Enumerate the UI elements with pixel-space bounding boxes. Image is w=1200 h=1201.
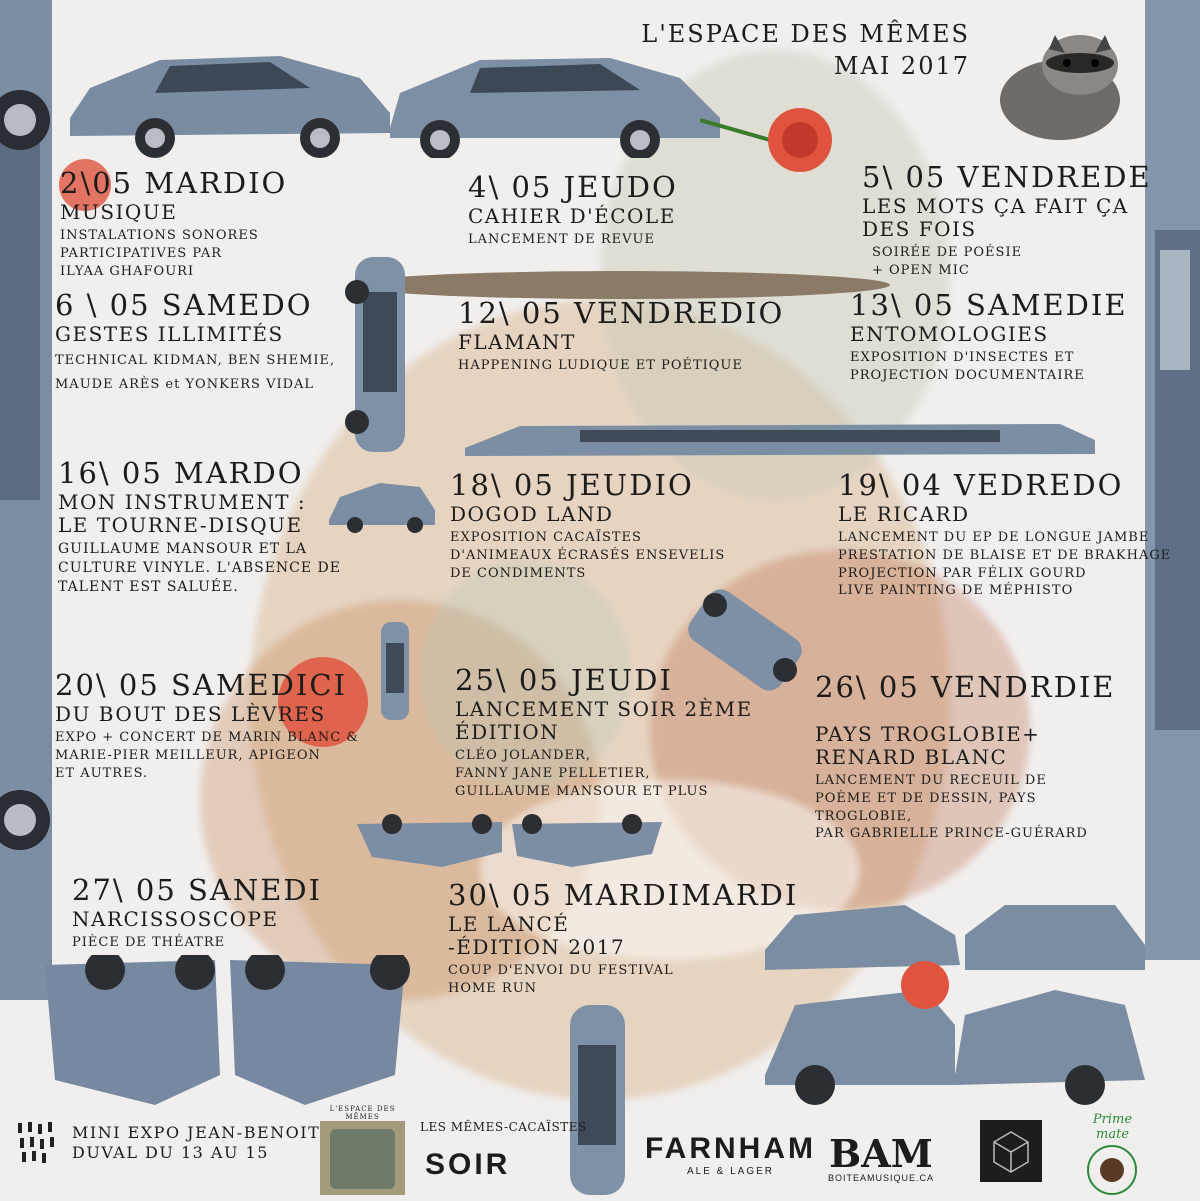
left-edge-car [0,0,52,1000]
event-date: 20\ 05 SAMEDICI [55,668,348,702]
vertical-car-2 [375,618,415,723]
event-title: MON INSTRUMENT : [58,490,307,515]
event-detail: D'ANIMEAUX ÉCRASÉS ENSEVELIS [450,547,726,563]
soir-logo: SOIR [425,1148,511,1181]
header [641,20,970,80]
dots-logo-icon [15,1120,65,1165]
event-detail: COUP D'ENVOI DU FESTIVAL [448,963,674,979]
event-title: ENTOMOLOGIES [850,322,1049,347]
event-detail: SOIRÉE DE POÉSIE [872,245,1023,261]
event-date: 12\ 05 VENDREDIO [458,296,785,330]
event-detail: HOME RUN [448,980,538,996]
event-date: 13\ 05 SAMEDIE [850,288,1128,322]
event-27-05 [72,875,322,952]
event-date: 18\ 05 JEUDIO [450,468,694,502]
upside-down-cars-bottom-left [35,955,415,1110]
event-date: 5\ 05 VENDREDE [862,160,1152,194]
event-detail: LANCEMENT DU RECEUIL DE [815,773,1047,789]
farnham-subtitle: ALE & LAGER [686,1166,775,1177]
event-date: 6 \ 05 SAMEDO [55,288,313,322]
cars-bottom-right [755,895,1150,1115]
mini-expo-text [72,1123,320,1163]
poster-thumbnail [320,1105,405,1195]
event-detail: LANCEMENT DU EP DE LONGUE JAMBE [838,530,1150,546]
event-title-2: RENARD BLANC [815,745,1008,770]
event-detail: TECHNICAL KIDMAN, BEN SHEMIE, [55,353,336,369]
cube-logo-icon [980,1120,1042,1182]
event-title: PAYS TROGLOBIE+ [815,722,1041,747]
event-title: MUSIQUE [60,200,178,225]
poster-label: L'ESPACE DES MÊMES [320,1105,405,1121]
event-detail: TALENT EST SALUÉE. [58,579,239,596]
event-title: NARCISSOSCOPE [72,907,279,932]
rose-top [700,100,840,180]
header-month: MAI 2017 [833,52,970,80]
event-title-2: LE TOURNE-DISQUE [58,513,303,538]
event-detail: MAUDE ARÈS et YONKERS VIDAL [55,376,315,392]
event-title: LE LANCÉ [448,912,570,937]
event-date: 19\ 04 VEDREDO [838,468,1124,502]
event-detail: CULTURE VINYLE. L'ABSENCE DE [58,560,341,577]
bam-logo [828,1131,935,1183]
event-20-05 [55,670,359,782]
event-title: LES MOTS ÇA FAIT ÇA [862,194,1129,219]
small-car [325,475,440,535]
event-26-05 [815,672,1115,843]
event-date: 25\ 05 JEUDI [455,663,673,697]
event-title: LE RICARD [838,502,970,527]
primemate-logo [1075,1112,1150,1190]
event-title: DOGOD LAND [450,502,614,527]
event-date: 2\05 MARDIO [60,166,288,200]
event-detail: LANCEMENT DE REVUE [468,232,655,248]
event-detail: ET AUTRES. [55,765,149,781]
event-detail: TROGLOBIE, [815,808,913,824]
upside-down-cars-middle [352,812,672,872]
event-title: LANCEMENT SOIR 2ÈME [455,697,753,722]
mini-expo-line2: DUVAL DU 13 AU 15 [72,1143,269,1162]
event-detail: PAR GABRIELLE PRINCE-GUÉRARD [815,826,1088,842]
event-detail: INSTALATIONS SONORES [60,228,259,244]
farnham-logo [645,1132,816,1177]
event-title: FLAMANT [458,330,576,355]
event-detail: EXPOSITION D'INSECTES ET [850,350,1075,366]
event-date: 27\ 05 SANEDI [72,873,323,907]
event-date: 16\ 05 MARDO [58,456,304,490]
event-detail: POÈME ET DE DESSIN, PAYS [815,790,1037,806]
event-2-05 [60,168,287,280]
event-12-05 [458,298,784,375]
event-detail: CLÉO JOLANDER, [455,748,591,764]
bam-subtitle: BOITEAMUSIQUE.CA [828,1173,935,1183]
primemate-text: Prime mate [1092,1112,1133,1142]
farnham-title: FARNHAM [645,1132,816,1165]
event-title: GESTES ILLIMITÉS [55,322,284,347]
event-13-05 [850,290,1128,385]
header-title: L'ESPACE DES MÊMES [641,20,970,48]
event-4-05 [468,172,678,249]
event-detail: HAPPENING LUDIQUE ET POÉTIQUE [458,358,743,374]
event-detail: GUILLAUME MANSOUR ET LA [58,541,307,558]
event-18-05 [450,470,725,582]
vertical-car-1 [345,252,415,457]
event-5-05 [862,162,1152,280]
raccoon-icon [985,15,1135,145]
event-title-2: ÉDITION [455,720,560,745]
event-30-05 [448,880,798,998]
bam-title: BAM [829,1131,933,1176]
event-16-05 [58,458,341,597]
event-25-05 [455,665,753,800]
event-detail: PIÈCE DE THÉATRE [72,935,226,951]
event-19-04 [838,470,1171,600]
event-title-2: -ÉDITION 2017 [448,935,626,960]
event-6-05 [55,290,335,396]
event-date: 4\ 05 JEUDO [468,170,678,204]
event-title: DU BOUT DES LÈVRES [55,702,326,727]
monkey-icon [1075,1142,1150,1197]
mini-expo-line1: MINI EXPO JEAN-BENOIT [72,1123,321,1142]
event-detail: GUILLAUME MANSOUR ET PLUS [455,783,709,799]
top-car-left [60,38,400,158]
event-detail: DE CONDIMENTS [450,565,587,581]
cacaistes-text: LES MÊMES-CACAÏSTES [420,1120,587,1134]
vertical-car-bottom [560,1000,635,1200]
event-detail: FANNY JANE PELLETIER, [455,765,651,781]
long-car [460,418,1100,463]
event-detail: + OPEN MIC [872,262,970,278]
event-detail: EXPO + CONCERT DE MARIN BLANC & [55,730,359,746]
event-detail: MARIE-PIER MEILLEUR, APIGEON [55,747,321,763]
event-date: 26\ 05 VENDRDIE [815,670,1116,704]
event-detail: PARTICIPATIVES PAR [60,245,223,261]
event-detail: LIVE PAINTING DE MÉPHISTO [838,583,1074,599]
event-date: 30\ 05 MARDIMARDI [448,878,799,912]
event-detail: EXPOSITION CACAÏSTES [450,530,642,546]
event-title: CAHIER D'ÉCOLE [468,204,676,229]
event-title-2: DES FOIS [862,217,977,242]
event-detail: PROJECTION DOCUMENTAIRE [850,367,1085,383]
event-detail: PRESTATION DE BLAISE ET DE BRAKHAGE [838,547,1172,563]
event-detail: PROJECTION PAR FÉLIX GOURD [838,565,1087,581]
event-detail: ILYAA GHAFOURI [60,263,195,279]
